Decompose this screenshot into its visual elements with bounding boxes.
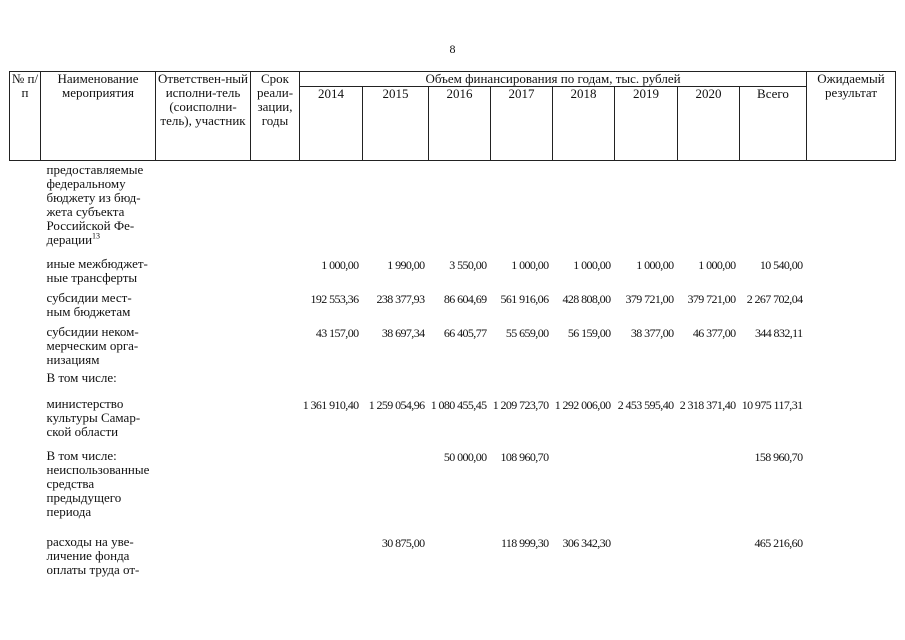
header-term: Срок реали-зации, годы bbox=[251, 72, 300, 161]
year-value-cell: 86 604,69 bbox=[443, 291, 487, 306]
header-responsible: Ответствен-ный исполни-тель (соисполни-тель), участник bbox=[156, 72, 251, 161]
term-cell bbox=[251, 447, 300, 529]
total-value-cell bbox=[740, 369, 807, 391]
table-row bbox=[10, 369, 896, 391]
year-value-cell: 38 377,00 bbox=[630, 325, 674, 340]
year-value-cell: 192 553,36 bbox=[310, 291, 359, 306]
page-number: 8 bbox=[449, 42, 456, 56]
year-value-cell: 1 259 054,96 bbox=[368, 397, 425, 412]
result-cell bbox=[807, 319, 896, 369]
responsible-cell bbox=[156, 369, 251, 391]
responsible-cell bbox=[156, 285, 251, 319]
table-row bbox=[10, 251, 896, 285]
year-value-cell: 379 721,00 bbox=[625, 291, 674, 306]
year-value-cell: 238 377,93 bbox=[376, 291, 425, 306]
responsible-cell bbox=[156, 447, 251, 529]
row-number-cell bbox=[10, 251, 41, 285]
total-value-cell: 2 267 702,04 bbox=[746, 291, 803, 306]
row-number-cell bbox=[10, 369, 41, 391]
table-row bbox=[10, 161, 896, 251]
year-value-cell bbox=[553, 369, 615, 391]
row-label-cell bbox=[41, 369, 156, 391]
total-value-cell: 465 216,60 bbox=[754, 535, 803, 550]
table-row bbox=[10, 447, 896, 529]
term-cell bbox=[251, 391, 300, 447]
row-label: В том числе: bbox=[46, 369, 117, 385]
year-value-cell bbox=[429, 529, 491, 584]
row-number-cell bbox=[10, 447, 41, 529]
year-value-cell bbox=[615, 447, 678, 529]
term-cell bbox=[251, 369, 300, 391]
header-name: Наименование мероприятия bbox=[41, 72, 156, 161]
year-value-cell bbox=[429, 369, 491, 391]
year-value-cell: 1 000,00 bbox=[321, 257, 359, 272]
year-value-cell: 3 550,00 bbox=[449, 257, 487, 272]
year-value-cell: 2 453 595,40 bbox=[617, 397, 674, 412]
responsible-cell bbox=[156, 391, 251, 447]
row-number-cell bbox=[10, 391, 41, 447]
year-value-cell: 46 377,00 bbox=[692, 325, 736, 340]
row-label-cell bbox=[41, 529, 156, 584]
row-label: иные межбюджет-ные трансферты bbox=[46, 255, 148, 285]
year-value-cell bbox=[363, 161, 429, 251]
row-label: В том числе: неиспользованные средства предыдущего периода bbox=[46, 447, 150, 519]
year-value-cell: 1 990,00 bbox=[387, 257, 425, 272]
year-value-cell bbox=[615, 529, 678, 584]
year-value-cell: 1 080 455,45 bbox=[430, 397, 487, 412]
row-label: министерство культуры Самар-ской области bbox=[46, 395, 141, 439]
year-value-cell: 56 159,00 bbox=[567, 325, 611, 340]
year-value-cell bbox=[553, 447, 615, 529]
year-value-cell bbox=[553, 161, 615, 251]
term-cell bbox=[251, 161, 300, 251]
responsible-cell bbox=[156, 251, 251, 285]
total-value-cell bbox=[740, 161, 807, 251]
year-value-cell: 66 405,77 bbox=[443, 325, 487, 340]
header-financing: Объем финансирования по годам, тыс. рублей bbox=[300, 72, 807, 87]
year-value-cell bbox=[363, 447, 429, 529]
row-number-cell bbox=[10, 161, 41, 251]
year-value-cell bbox=[678, 369, 740, 391]
row-label-cell bbox=[41, 319, 156, 369]
result-cell bbox=[807, 529, 896, 584]
year-value-cell bbox=[300, 529, 363, 584]
row-number-cell bbox=[10, 319, 41, 369]
financing-table bbox=[9, 71, 896, 584]
year-value-cell: 306 342,30 bbox=[562, 535, 611, 550]
result-cell bbox=[807, 391, 896, 447]
table-body bbox=[10, 161, 896, 584]
year-value-cell: 43 157,00 bbox=[315, 325, 359, 340]
header-year: 2020 bbox=[678, 87, 740, 161]
year-value-cell: 561 916,06 bbox=[500, 291, 549, 306]
header-year-total: Всего bbox=[740, 87, 807, 161]
responsible-cell bbox=[156, 529, 251, 584]
year-value-cell: 1 000,00 bbox=[698, 257, 736, 272]
total-value-cell: 158 960,70 bbox=[754, 449, 803, 464]
result-cell bbox=[807, 447, 896, 529]
responsible-cell bbox=[156, 319, 251, 369]
result-cell bbox=[807, 161, 896, 251]
year-value-cell bbox=[615, 369, 678, 391]
year-value-cell bbox=[300, 161, 363, 251]
result-cell bbox=[807, 251, 896, 285]
term-cell bbox=[251, 251, 300, 285]
row-label: субсидии неком-мерческим орга-низациям bbox=[46, 323, 139, 367]
term-cell bbox=[251, 285, 300, 319]
table-row bbox=[10, 391, 896, 447]
year-value-cell bbox=[678, 447, 740, 529]
row-label-cell bbox=[41, 391, 156, 447]
year-value-cell: 30 875,00 bbox=[381, 535, 425, 550]
header-year: 2017 bbox=[491, 87, 553, 161]
row-number-cell bbox=[10, 285, 41, 319]
total-value-cell: 344 832,11 bbox=[754, 325, 803, 340]
total-value-cell: 10 975 117,31 bbox=[741, 397, 803, 412]
table-row bbox=[10, 529, 896, 584]
header-result: Ожидаемый результат bbox=[807, 72, 896, 161]
responsible-cell bbox=[156, 161, 251, 251]
row-label-cell bbox=[41, 161, 156, 251]
result-cell bbox=[807, 369, 896, 391]
year-value-cell bbox=[491, 369, 553, 391]
year-value-cell: 1 292 006,00 bbox=[554, 397, 611, 412]
year-value-cell: 1 000,00 bbox=[511, 257, 549, 272]
footnote-marker: 13 bbox=[92, 231, 101, 241]
header-year: 2018 bbox=[553, 87, 615, 161]
total-value-cell: 10 540,00 bbox=[759, 257, 803, 272]
header-year: 2014 bbox=[300, 87, 363, 161]
row-label-cell bbox=[41, 447, 156, 529]
year-value-cell: 1 000,00 bbox=[573, 257, 611, 272]
year-value-cell: 55 659,00 bbox=[505, 325, 549, 340]
table-header bbox=[10, 72, 896, 161]
year-value-cell: 1 000,00 bbox=[636, 257, 674, 272]
year-value-cell bbox=[300, 369, 363, 391]
year-value-cell bbox=[363, 369, 429, 391]
row-label: субсидии мест-ным бюджетам bbox=[46, 289, 132, 319]
year-value-cell bbox=[678, 529, 740, 584]
year-value-cell: 2 318 371,40 bbox=[679, 397, 736, 412]
year-value-cell bbox=[300, 447, 363, 529]
year-value-cell bbox=[491, 161, 553, 251]
year-value-cell: 108 960,70 bbox=[500, 449, 549, 464]
row-label: предоставляемые федеральному бюджету из бюд-жета субъекта Российской Фе-дерации bbox=[46, 162, 144, 247]
row-label: расходы на уве-личение фонда оплаты труда от- bbox=[46, 533, 140, 577]
year-value-cell: 1 209 723,70 bbox=[492, 397, 549, 412]
year-value-cell: 38 697,34 bbox=[381, 325, 425, 340]
table-row bbox=[10, 319, 896, 369]
header-no: № п/п bbox=[10, 72, 41, 161]
term-cell bbox=[251, 319, 300, 369]
table-row bbox=[10, 285, 896, 319]
header-year: 2016 bbox=[429, 87, 491, 161]
year-value-cell: 118 999,30 bbox=[500, 535, 549, 550]
year-value-cell: 379 721,00 bbox=[687, 291, 736, 306]
year-value-cell: 428 808,00 bbox=[562, 291, 611, 306]
header-year: 2019 bbox=[615, 87, 678, 161]
year-value-cell bbox=[678, 161, 740, 251]
header-year: 2015 bbox=[363, 87, 429, 161]
term-cell bbox=[251, 529, 300, 584]
year-value-cell: 50 000,00 bbox=[443, 449, 487, 464]
year-value-cell bbox=[615, 161, 678, 251]
row-label-cell bbox=[41, 251, 156, 285]
year-value-cell bbox=[429, 161, 491, 251]
row-label-cell bbox=[41, 285, 156, 319]
result-cell bbox=[807, 285, 896, 319]
year-value-cell: 1 361 910,40 bbox=[302, 397, 359, 412]
row-number-cell bbox=[10, 529, 41, 584]
